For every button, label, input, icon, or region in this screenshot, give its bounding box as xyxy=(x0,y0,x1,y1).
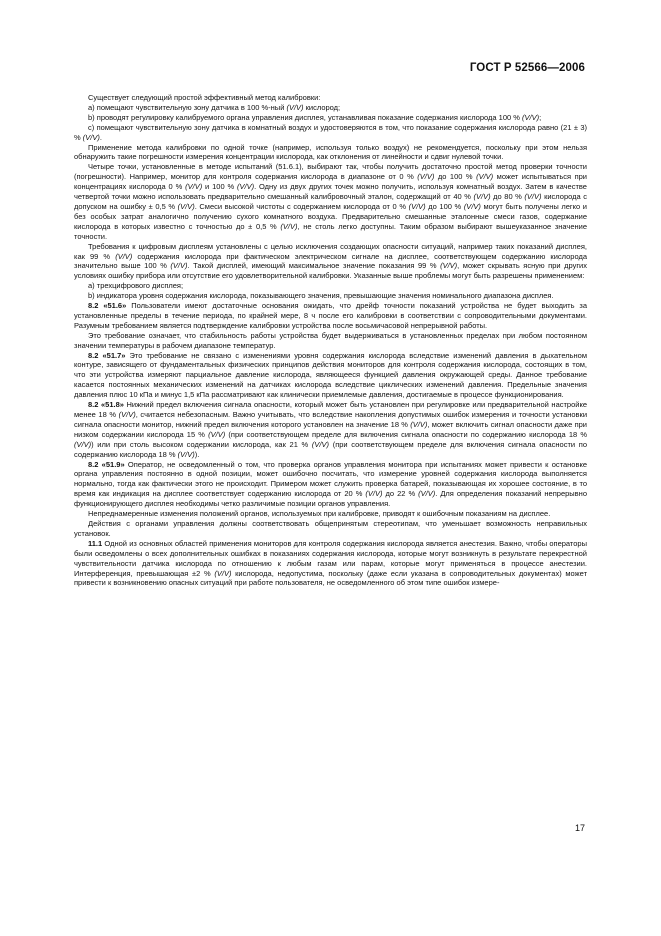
text-run: , не столь легко доступны. Таким образом выбирают вышеуказанное значение точности. xyxy=(74,221,587,241)
text-run: b) индикатора уровня содержания кислорода, показывающего значения, превышающие значения номинального диапазона дисплея. xyxy=(88,291,554,301)
text-run: Одной из основных областей применения мониторов для контроля содержания кислорода является анестезия. Важно, чтобы операторы были осведомлены о всех дополнительных ошибках в показаниях содержания кислорода, которые могут возникнуть в результате перекрестной чувствительности датчика кислорода по отношению к любым газам или парам, которые могут применяться в процессе анестезии. Интерференция, превышающая ±2 % xyxy=(74,538,587,578)
italic-unit: (V/V) xyxy=(476,172,494,182)
text-run: . xyxy=(99,132,102,142)
paragraph xyxy=(74,331,587,351)
paragraph xyxy=(74,509,587,519)
text-run: . Такой дисплей, имеющий максимальное значение показания 99 % xyxy=(187,261,441,271)
paragraph xyxy=(74,93,587,103)
text-run: Оператор, не осведомленный о том, что проверка органов управления монитора при испытаниях может привести к остановке органа управления постоянно в одной позиции, может ошибочно посчитать, что измерение уровней содержания кислорода выполняется нормально, тогда как фактически этого не происходит. Примером может служить проверка батарей, показывающая их хорошее состояние, в то время как индикация на дисплее соответствует содержанию кислорода от 20 % xyxy=(74,459,587,499)
text-run: содержания кислорода при фактическом электрическом сигнале на дисплее, соответствующем содержанию кислорода значительно выше 100 % xyxy=(74,251,587,271)
italic-unit: (V/V) xyxy=(170,261,188,271)
paragraph xyxy=(74,143,587,163)
text-run: (при соответствующем пределе для включения сигнала опасности по содержанию кислорода 18 % xyxy=(74,439,587,459)
italic-unit: (V/V) xyxy=(417,172,435,182)
italic-unit: (V/V) xyxy=(440,261,458,271)
italic-unit: (V/V) xyxy=(463,201,481,211)
italic-unit: (V/V) xyxy=(115,251,133,261)
italic-unit: (V/V) xyxy=(177,201,195,211)
text-run: ; xyxy=(539,112,542,122)
paragraph xyxy=(74,162,587,241)
section-number: 8.2 «51.9» xyxy=(88,459,125,469)
section-number: 8.2 «51.8» xyxy=(88,400,124,410)
text-run: b) проводят регулировку калибруемого органа управления дисплея, устанавливая показание содержания кислорода 100 % xyxy=(88,112,522,122)
italic-unit: (V/V) xyxy=(177,449,195,459)
paragraph xyxy=(74,291,587,301)
text-run: до 22 % xyxy=(382,489,419,499)
paragraph xyxy=(74,519,587,539)
text-run: . Смеси высокой чистоты с содержанием кислорода от 0 % xyxy=(194,201,409,211)
text-run: ). xyxy=(194,449,200,459)
italic-unit: (V/V) xyxy=(236,182,255,192)
italic-unit: (V/V) xyxy=(286,102,304,112)
text-run: кислород; xyxy=(303,102,341,112)
text-run: Нижний предел включения сигнала опасности, который может быть установлен при регулировке или предварительной настройке менее 18 % xyxy=(74,400,587,419)
text-run: и 100 % xyxy=(202,182,237,192)
section-number: 8.2 «51.7» xyxy=(88,350,126,360)
italic-unit: (V/V) xyxy=(418,489,436,499)
page-number: 17 xyxy=(574,823,585,833)
paragraph xyxy=(74,281,587,291)
text-run: Пользователи имеют достаточные основания ожидать, что дрейф точности показаний устройства не будет выходить за установленные пределы в течение периода, по крайней мере, 8 ч после его калибровки в соответствии с сопроводительными документами. Разумным требованием является подтверждение калибровки устройства после восьмичасовой непрерывной работы. xyxy=(74,301,587,330)
text-run: может испытываться при концентрациях кислорода 0 % xyxy=(74,172,587,192)
text-run: могут быть получены легко и без особых затрат аналогично получению сухого комнатного воздуха. Предварительно смешанные эталонные смеси газов, содержание кислорода в которых известно с точностью до ± 0,5 % xyxy=(74,201,587,231)
italic-unit: (V/V) xyxy=(410,419,428,429)
text-run: a) трехцифрового дисплея; xyxy=(88,281,184,291)
text-run: Применение метода калибровки по одной точке (например, используя только воздух) не рекомендуется, поскольку при этом нельзя обнаружить такие погрешности измерения концентрации кислорода, как отклонения от линейности и сдвиг нулевой точки. xyxy=(74,142,587,162)
text-run: ) или при столь высоком содержании кислорода, как 21 % xyxy=(91,439,312,449)
text-run: a) помещают чувствительную зону датчика в 100 %-ный xyxy=(88,102,287,112)
paragraph xyxy=(74,123,587,143)
italic-unit: (V/V) xyxy=(365,489,383,499)
text-run: до 80 % xyxy=(490,192,525,202)
paragraph xyxy=(74,103,587,113)
text-run: c) помещают чувствительную зону датчика в комнатный воздух и удостоверяются в том, что показание содержания кислорода равно (21 ± 3) % xyxy=(74,122,587,142)
text-run: , считается небезопасным. Важно учитывать, что вследствие накопления допустимых ошибок измерения и точности установки сигнала опасности монитор, нижний предел включения которого установлен на значение 18 % xyxy=(74,410,588,429)
paragraph xyxy=(74,351,587,401)
text-run: Это требование не связано с изменениями уровня содержания кислорода вследствие изменений давления в дыхательном контуре, зависящего от фундаментальных физических принципов действия мониторов для контроля содержания кислорода, состоящих в том, что эти устройства измеряют парциальное давление кислорода, являющееся функцией давления окружающей среды. Данное требование касается постоянных механических изменений на датчиках кислорода вследствие циклических изменений давления. Предельные значения давления плюс 10 кПа и минус 1,5 кПа рассматривают как клинически приемлемые давления, достигаемые в процессе функционирования. xyxy=(74,350,587,400)
text-run: (при соответствующем пределе для включения сигнала опасности по содержанию кислорода 18 % xyxy=(225,429,587,439)
paragraph xyxy=(74,242,587,282)
paragraph xyxy=(74,400,587,459)
text-run: до 100 % xyxy=(425,201,464,211)
italic-unit: (V/V) xyxy=(118,410,136,419)
italic-unit: (V/V) xyxy=(311,439,330,449)
italic-unit: (V/V) xyxy=(524,192,542,202)
section-number: 8.2 «51.6» xyxy=(88,301,127,311)
italic-unit: (V/V) xyxy=(280,221,298,231)
text-run: . Для определения показаний непрерывно функционирующего дисплея необходимы четко различимые позиции органов управления. xyxy=(74,489,587,509)
text-run: Требования к цифровым дисплеям установлены с целью исключения создающих опасности ситуаций, например таких показаний дисплея, как 99 % xyxy=(74,241,587,261)
document-body xyxy=(74,93,587,588)
italic-unit: (V/V) xyxy=(408,201,426,211)
paragraph xyxy=(74,539,587,589)
paragraph xyxy=(74,113,587,123)
text-run: кислорода с допуском на ошибку ± 0,5 % xyxy=(74,192,587,211)
text-run: Действия с органами управления должны соответствовать общепринятым стереотипам, что уменьшает возможность неправильных установок. xyxy=(74,518,587,538)
text-run: Это требование означает, что стабильность работы устройства будет выдерживаться в установленных пределах при любом постоянном значении температуры в рабочем диапазоне температур. xyxy=(74,330,587,350)
text-run: до 100 % xyxy=(434,172,477,182)
italic-unit: (V/V) xyxy=(208,429,226,439)
italic-unit: (V/V) xyxy=(82,132,100,142)
text-run: . Одну из двух других точек можно получить, используя комнатный воздух. Затем в качестве четвертой точки можно использовать предварительно смешанный калибровочный эталон, содержащий от 40 % xyxy=(74,182,587,202)
text-run: Четыре точки, установленные в методе испытаний (51.6.1), выбирают так, чтобы получить достаточно простой метод проверки точности (погрешности). Например, монитор для контроля содержания кислорода в диапазоне от 0 % xyxy=(74,162,587,182)
italic-unit: (V/V) xyxy=(74,439,92,449)
text-run: кислорода, недопустима, поскольку (даже если указана в сопроводительных документах) может привести к возникновению опасных ситуаций при работе пользователя, не осведомленного об этом типе ошибок измере- xyxy=(74,568,587,588)
paragraph xyxy=(74,460,587,510)
italic-unit: (V/V) xyxy=(185,182,203,192)
italic-unit: (V/V) xyxy=(522,112,540,122)
text-run: Существует следующий простой эффективный метод калибровки: xyxy=(88,93,321,102)
text-run: , может включить сигнал опасности даже при низком содержании кислорода 15 % xyxy=(74,419,587,439)
paragraph xyxy=(74,301,587,331)
italic-unit: (V/V) xyxy=(214,568,232,578)
text-run: Непреднамеренные изменения положений органов, используемых при калибровке, приводят к ошибочным показаниям на дисплее. xyxy=(88,509,551,519)
section-number: 11.1 xyxy=(88,538,103,548)
text-run: , может скрывать ясную при других условиях ошибку прибора или отсутствие его удовлетворительной калибровки. Указанные выше проблемы могут быть разрешены применением: xyxy=(74,261,587,281)
italic-unit: (V/V) xyxy=(473,192,491,202)
document-header: ГОСТ Р 52566—2006 xyxy=(469,62,585,74)
